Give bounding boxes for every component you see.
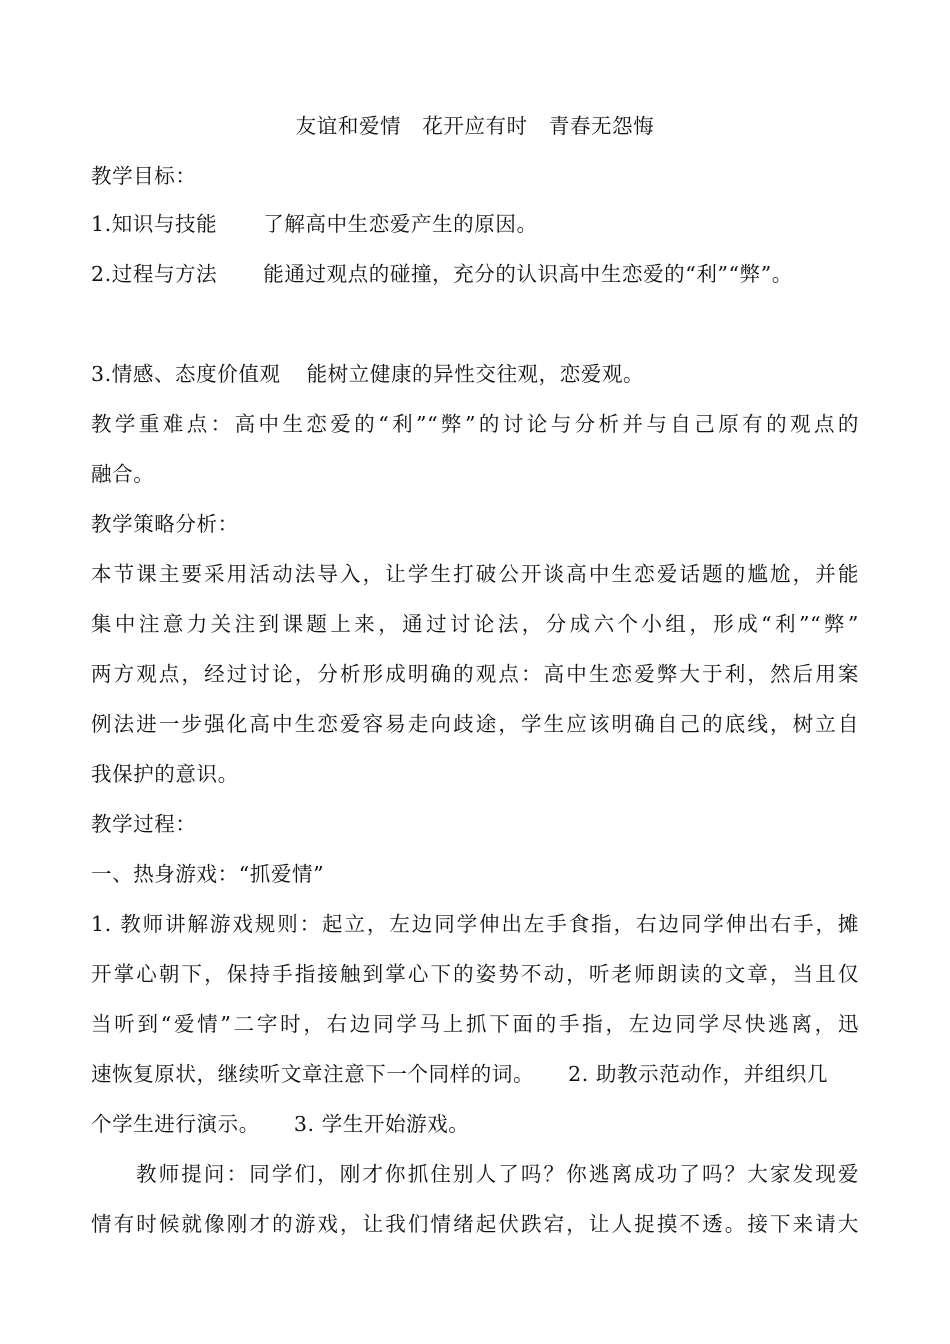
strategy-line: 例法进一步强化高中生恋爱容易走向歧途，学生应该明确自己的底线，树立自 bbox=[91, 712, 859, 736]
key-difficulty-line-1: 教学重难点：高中生恋爱的“利”“弊”的讨论与分析并与自己原有的观点的 bbox=[91, 412, 859, 436]
strategy-heading: 教学策略分析： bbox=[91, 512, 239, 536]
objectives-heading: 教学目标： bbox=[91, 164, 197, 188]
rules-line-part: 2. 助教示范动作，并组织几 bbox=[568, 1062, 829, 1086]
objective-values bbox=[91, 359, 644, 389]
objective-process bbox=[91, 259, 793, 289]
rules-line: 1. 教师讲解游戏规则：起立，左边同学伸出左手食指，右边同学伸出右手，摊 bbox=[91, 912, 859, 936]
strategy-line: 集中注意力关注到课题上来，通过讨论法，分成六个小组，形成“利”“弊” bbox=[91, 612, 859, 636]
objective-process-label: 2.过程与方法 bbox=[91, 262, 218, 286]
key-difficulty-line-2: 融合。 bbox=[91, 462, 155, 486]
teacher-question-line: 情有时候就像刚才的游戏，让我们情绪起伏跌宕，让人捉摸不透。接下来请大 bbox=[91, 1212, 859, 1236]
process-heading: 教学过程： bbox=[91, 812, 197, 836]
rules-line-part: 3. 学生开始游戏。 bbox=[293, 1112, 470, 1136]
objective-values-text: 能树立健康的异性交往观，恋爱观。 bbox=[306, 362, 645, 386]
teacher-question-line: 教师提问：同学们，刚才你抓住别人了吗？你逃离成功了吗？大家发现爱 bbox=[136, 1162, 859, 1186]
rules-line bbox=[91, 1109, 469, 1139]
objective-knowledge-text: 了解高中生恋爱产生的原因。 bbox=[263, 212, 538, 236]
rules-line: 当听到“爱情”二字时，右边同学马上抓下面的手指，左边同学尽快逃离，迅 bbox=[91, 1012, 859, 1036]
document-title: 友谊和爱情 花开应有时 青春无怨悔 bbox=[295, 114, 655, 138]
strategy-line: 我保护的意识。 bbox=[91, 762, 239, 786]
objective-knowledge-label: 1.知识与技能 bbox=[91, 212, 218, 236]
rules-line-part: 速恢复原状，继续听文章注意下一个同样的词。 bbox=[91, 1062, 535, 1086]
objective-knowledge bbox=[91, 209, 538, 239]
strategy-line: 两方观点，经过讨论，分析形成明确的观点：高中生恋爱弊大于利，然后用案 bbox=[91, 662, 859, 686]
objective-process-text: 能通过观点的碰撞，充分的认识高中生恋爱的“利”“弊”。 bbox=[263, 262, 793, 286]
rules-line-part: 个学生进行演示。 bbox=[91, 1112, 260, 1136]
rules-line: 开掌心朝下，保持手指接触到掌心下的姿势不动，听老师朗读的文章，当且仅 bbox=[91, 962, 859, 986]
rules-line bbox=[91, 1059, 828, 1089]
strategy-line: 本节课主要采用活动法导入，让学生打破公开谈高中生恋爱话题的尴尬，并能 bbox=[91, 562, 859, 586]
section-warmup-heading: 一、热身游戏：“抓爱情” bbox=[91, 862, 325, 886]
objective-values-label: 3.情感、态度价值观 bbox=[91, 362, 281, 386]
